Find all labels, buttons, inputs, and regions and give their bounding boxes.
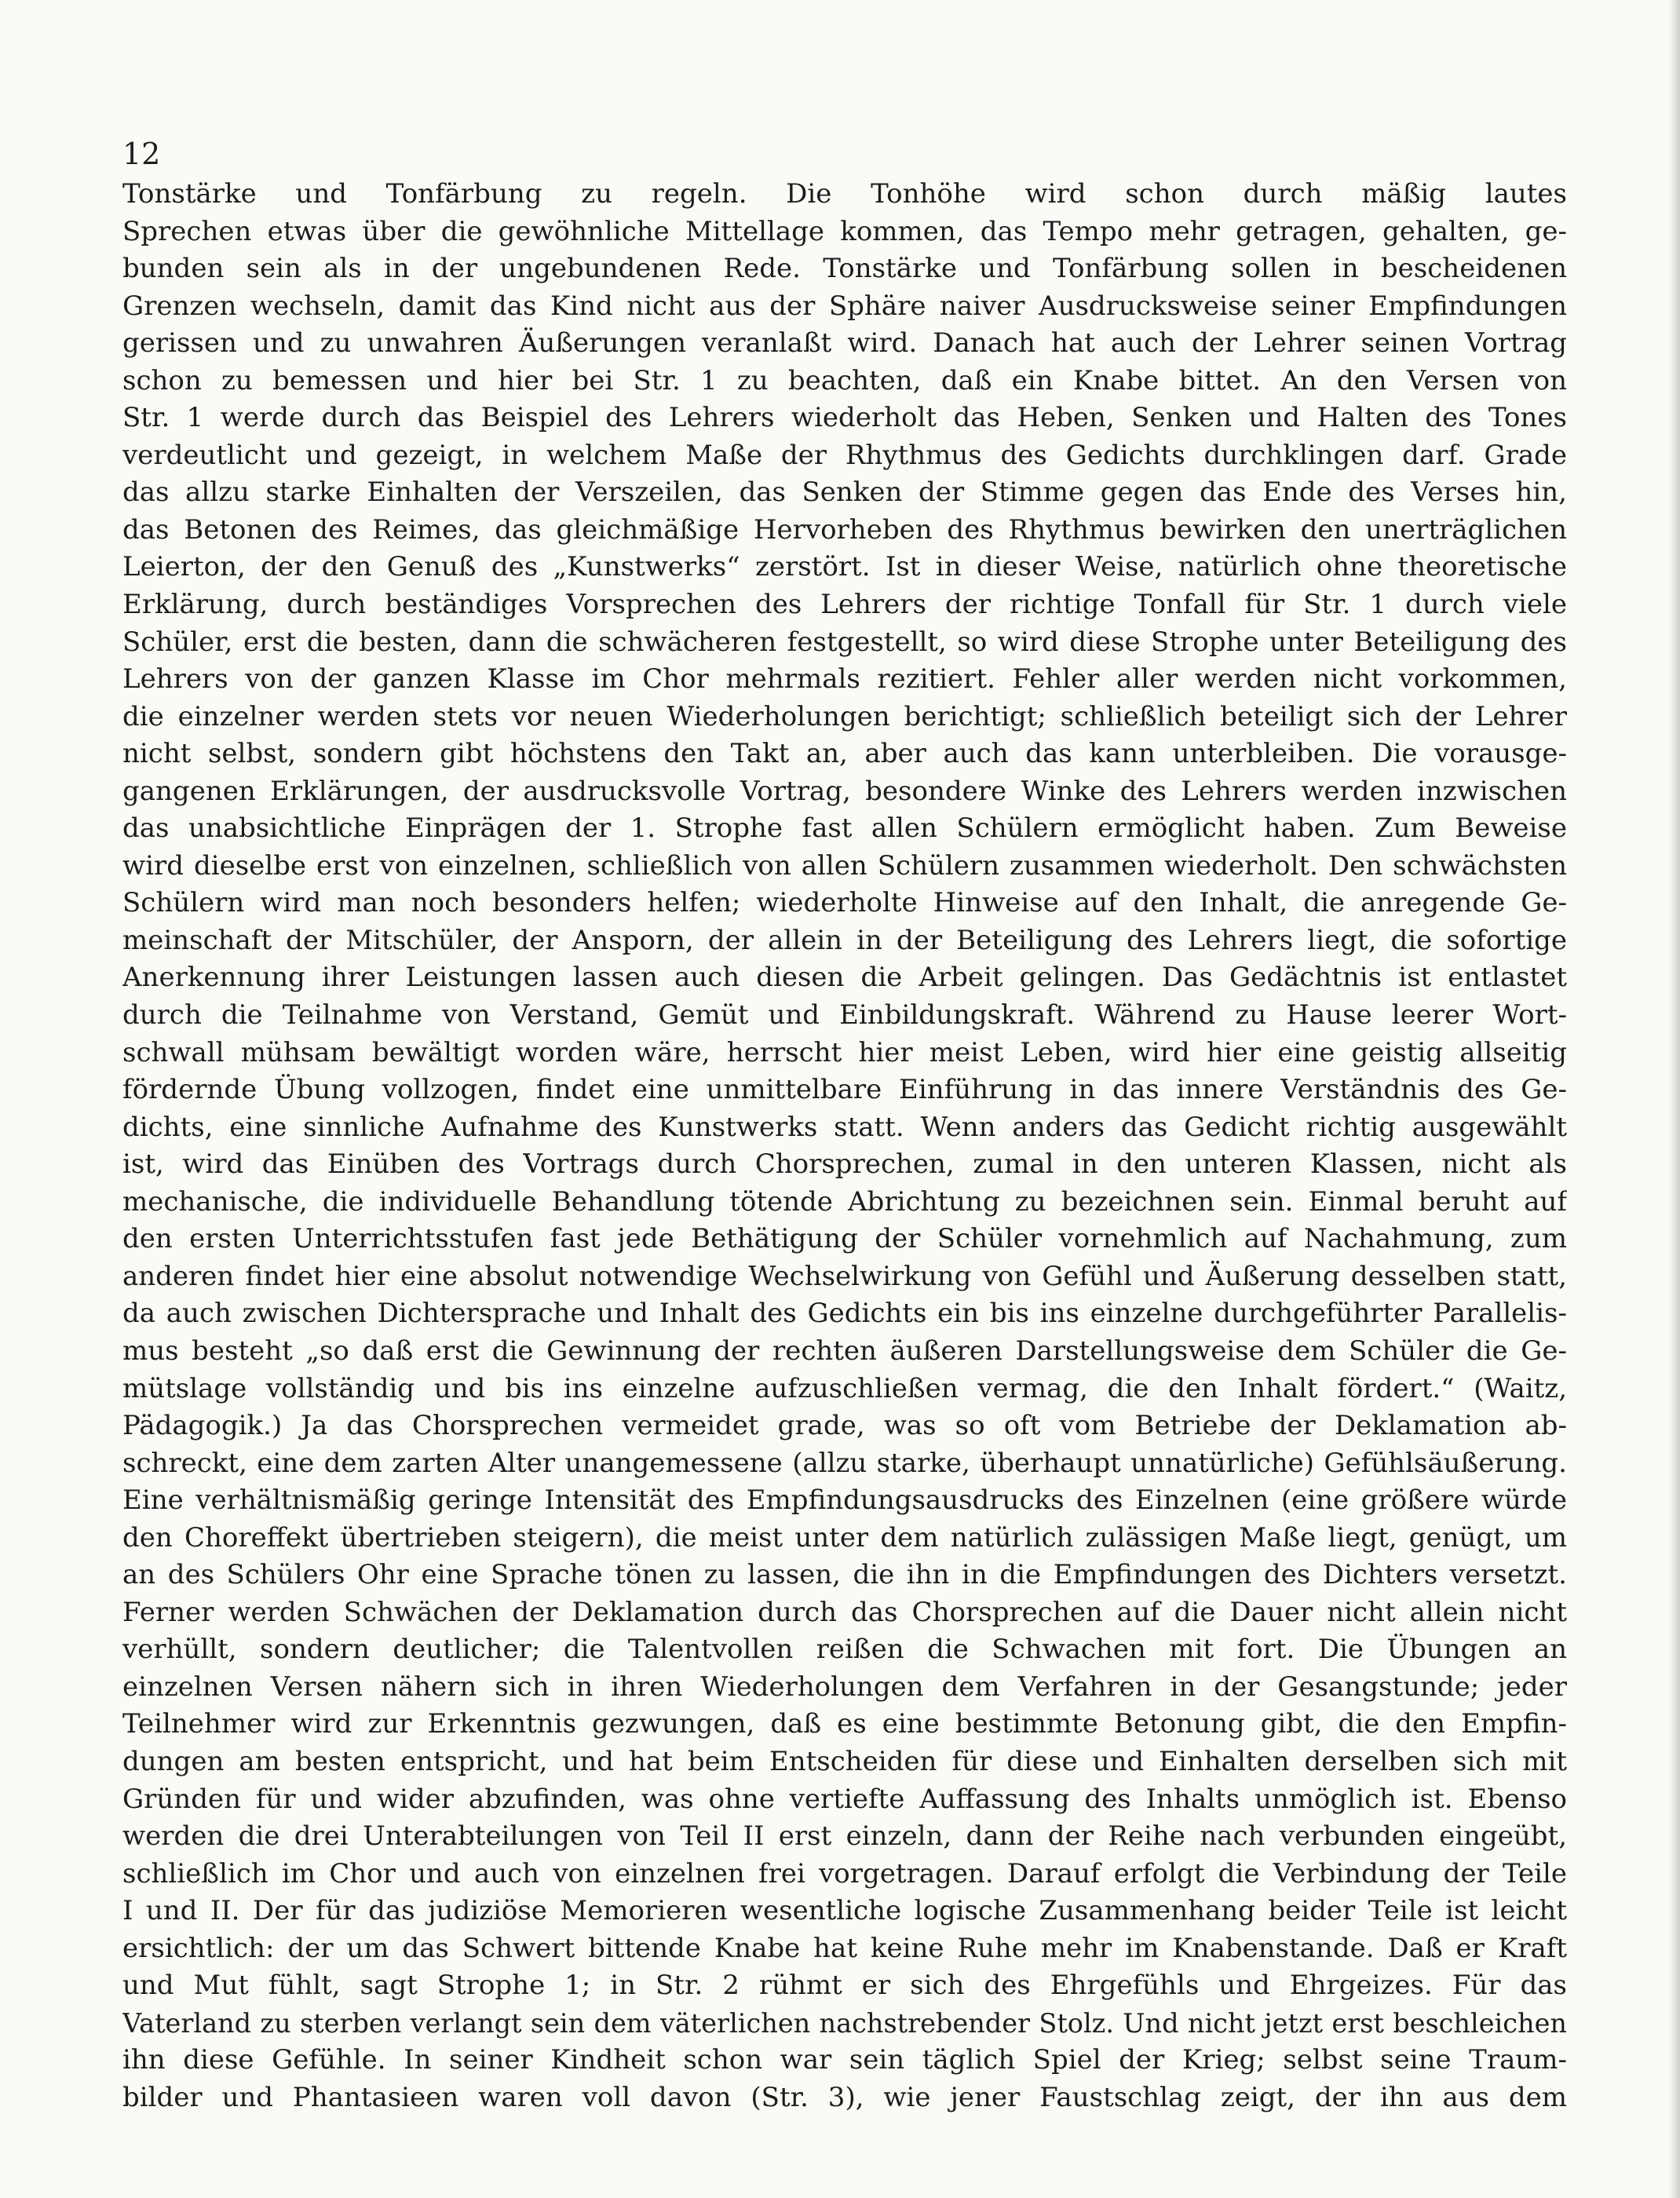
page-number: 12 xyxy=(122,137,161,171)
text-line: Schüler, erst die besten, dann die schwächeren festgestellt, so wird diese Strophe unter Beteiligung des xyxy=(122,626,1567,658)
text-line: bunden sein als in der ungebundenen Rede. Tonstärke und Tonfärbung sollen in bescheidenen xyxy=(122,253,1567,285)
text-line: Gründen für und wider abzufinden, was ohne vertiefte Auffassung des Inhalts unmöglich ist. Ebenso xyxy=(122,1783,1567,1815)
text-line: den ersten Unterrichtsstufen fast jede Bethätigung der Schüler vornehmlich auf Nachahmung, zum xyxy=(122,1223,1567,1255)
text-line: Pädagogik.) Ja das Chorsprechen vermeidet grade, was so oft vom Betriebe der Deklamation ab- xyxy=(122,1410,1567,1442)
text-line: Ferner werden Schwächen der Deklamation durch das Chorsprechen auf die Dauer nicht allein nicht xyxy=(122,1596,1567,1628)
text-line: ersichtlich: der um das Schwert bittende Knabe hat keine Ruhe mehr im Knabenstande. Daß er Kraft xyxy=(122,1932,1567,1964)
text-line: Erklärung, durch beständiges Vorsprechen des Lehrers der richtige Tonfall für Str. 1 durch viele xyxy=(122,589,1567,621)
text-line: mechanische, die individuelle Behandlung tötende Abrichtung zu bezeichnen sein. Einmal beruht auf xyxy=(122,1185,1567,1218)
text-line: die einzelner werden stets vor neuen Wiederholungen berichtigt; schließlich beteiligt sich der Lehrer xyxy=(122,700,1567,732)
text-line: verhüllt, sondern deutlicher; die Talentvollen reißen die Schwachen mit fort. Die Übungen an xyxy=(122,1634,1567,1666)
text-line: gerissen und zu unwahren Äußerungen veranlaßt wird. Danach hat auch der Lehrer seinen Vortrag xyxy=(122,327,1567,360)
text-line: dichts, eine sinnliche Aufnahme des Kunstwerks statt. Wenn anders das Gedicht richtig ausgewählt xyxy=(122,1111,1567,1143)
text-line: bilder und Phantasieen waren voll davon (Str. 3), wie jener Faustschlag zeigt, der ihn aus dem xyxy=(122,2081,1567,2113)
text-line: Lehrers von der ganzen Klasse im Chor mehrmals rezitiert. Fehler aller werden nicht vorkommen, xyxy=(122,663,1567,696)
text-line: und Mut fühlt, sagt Strophe 1; in Str. 2 rühmt er sich des Ehrgefühls und Ehrgeizes. Für das xyxy=(122,1970,1567,2002)
text-line: Leierton, der den Genuß des „Kunstwerks“ zerstört. Ist in dieser Weise, natürlich ohne theoretische xyxy=(122,551,1567,583)
text-line: mütslage vollständig und bis ins einzelne aufzuschließen vermag, die den Inhalt fördert.“ (Waitz, xyxy=(122,1372,1567,1404)
text-line: Sprechen etwas über die gewöhnliche Mittellage kommen, das Tempo mehr getragen, gehalten, ge- xyxy=(122,215,1567,247)
text-line: Str. 1 werde durch das Beispiel des Lehrers wiederholt das Heben, Senken und Halten des Tones xyxy=(122,402,1567,434)
text-line: wird dieselbe erst von einzelnen, schließlich von allen Schülern zusammen wiederholt. Den schwächsten xyxy=(122,849,1567,882)
text-line: I und II. Der für das judiziöse Memorieren wesentliche logische Zusammenhang beider Teile ist leicht xyxy=(122,1895,1567,1927)
text-line: gangenen Erklärungen, der ausdrucksvolle Vortrag, besondere Winke des Lehrers werden inzwischen xyxy=(122,775,1567,807)
text-line: Vaterland zu sterben verlangt sein dem väterlichen nachstrebender Stolz. Und nicht jetzt erst beschleichen xyxy=(122,2007,1567,2039)
text-line: an des Schülers Ohr eine Sprache tönen zu lassen, die ihn in die Empfindungen des Dichters versetzt. xyxy=(122,1559,1567,1591)
text-line: meinschaft der Mitschüler, der Ansporn, der allein in der Beteiligung des Lehrers liegt, die sofortige xyxy=(122,924,1567,956)
page-edge-shadow xyxy=(1669,0,1680,2198)
text-line: schließlich im Chor und auch von einzelnen frei vorgetragen. Darauf erfolgt die Verbindung der Teile xyxy=(122,1857,1567,1889)
text-line: schwall mühsam bewältigt worden wäre, herrscht hier meist Leben, wird hier eine geistig allseitig xyxy=(122,1036,1567,1068)
text-line: Eine verhältnismäßig geringe Intensität des Empfindungsausdrucks des Einzelnen (eine größere würde xyxy=(122,1484,1567,1517)
text-line: schon zu bemessen und hier bei Str. 1 zu beachten, daß ein Knabe bittet. An den Versen von xyxy=(122,364,1567,396)
text-line: das unabsichtliche Einprägen der 1. Strophe fast allen Schülern ermöglicht haben. Zum Beweise xyxy=(122,812,1567,845)
text-line: werden die drei Unterabteilungen von Teil II erst einzeln, dann der Reihe nach verbunden eingeübt, xyxy=(122,1820,1567,1853)
text-line: Grenzen wechseln, damit das Kind nicht aus der Sphäre naiver Ausdrucksweise seiner Empfindungen xyxy=(122,290,1567,322)
text-line: fördernde Übung vollzogen, findet eine unmittelbare Einführung in das innere Verständnis des Ge- xyxy=(122,1074,1567,1106)
text-line: durch die Teilnahme von Verstand, Gemüt und Einbildungskraft. Während zu Hause leerer Wort- xyxy=(122,999,1567,1031)
text-line: Anerkennung ihrer Leistungen lassen auch diesen die Arbeit gelingen. Das Gedächtnis ist entlastet xyxy=(122,962,1567,994)
text-line: den Choreffekt übertrieben steigern), die meist unter dem natürlich zulässigen Maße liegt, genügt, um xyxy=(122,1521,1567,1554)
text-line: verdeutlicht und gezeigt, in welchem Maße der Rhythmus des Gedichts durchklingen darf. Grade xyxy=(122,439,1567,471)
text-line: Tonstärke und Tonfärbung zu regeln. Die Tonhöhe wird schon durch mäßig lautes xyxy=(122,178,1567,210)
text-line: ihn diese Gefühle. In seiner Kindheit schon war sein täglich Spiel der Krieg; selbst seine Traum- xyxy=(122,2044,1567,2076)
text-line: einzelnen Versen nähern sich in ihren Wiederholungen dem Verfahren in der Gesangstunde; jeder xyxy=(122,1670,1567,1703)
text-line: schreckt, eine dem zarten Alter unangemessene (allzu starke, überhaupt unnatürliche) Gefühlsäußerung. xyxy=(122,1447,1567,1479)
text-line: das allzu starke Einhalten der Verszeilen, das Senken der Stimme gegen das Ende des Verses hin, xyxy=(122,476,1567,509)
text-line: dungen am besten entspricht, und hat beim Entscheiden für diese und Einhalten derselben sich mit xyxy=(122,1745,1567,1777)
body-text xyxy=(122,176,1567,2116)
text-line: nicht selbst, sondern gibt höchstens den Takt an, aber auch das kann unterbleiben. Die vorausge- xyxy=(122,738,1567,770)
text-line: Schülern wird man noch besonders helfen; wiederholte Hinweise auf den Inhalt, die anregende Ge- xyxy=(122,887,1567,919)
text-line: Teilnehmer wird zur Erkenntnis gezwungen, daß es eine bestimmte Betonung gibt, die den Empfin- xyxy=(122,1708,1567,1740)
text-line: mus besteht „so daß erst die Gewinnung der rechten äußeren Darstellungsweise dem Schüler die Ge- xyxy=(122,1334,1567,1367)
text-line: ist, wird das Einüben des Vortrags durch Chorsprechen, zumal in den unteren Klassen, nicht als xyxy=(122,1148,1567,1181)
text-line: da auch zwischen Dichtersprache und Inhalt des Gedichts ein bis ins einzelne durchgeführter Parallelis- xyxy=(122,1298,1567,1330)
text-line: anderen findet hier eine absolut notwendige Wechselwirkung von Gefühl und Äußerung desselben statt, xyxy=(122,1260,1567,1292)
text-line: das Betonen des Reimes, das gleichmäßige Hervorheben des Rhythmus bewirken den unerträglichen xyxy=(122,513,1567,546)
